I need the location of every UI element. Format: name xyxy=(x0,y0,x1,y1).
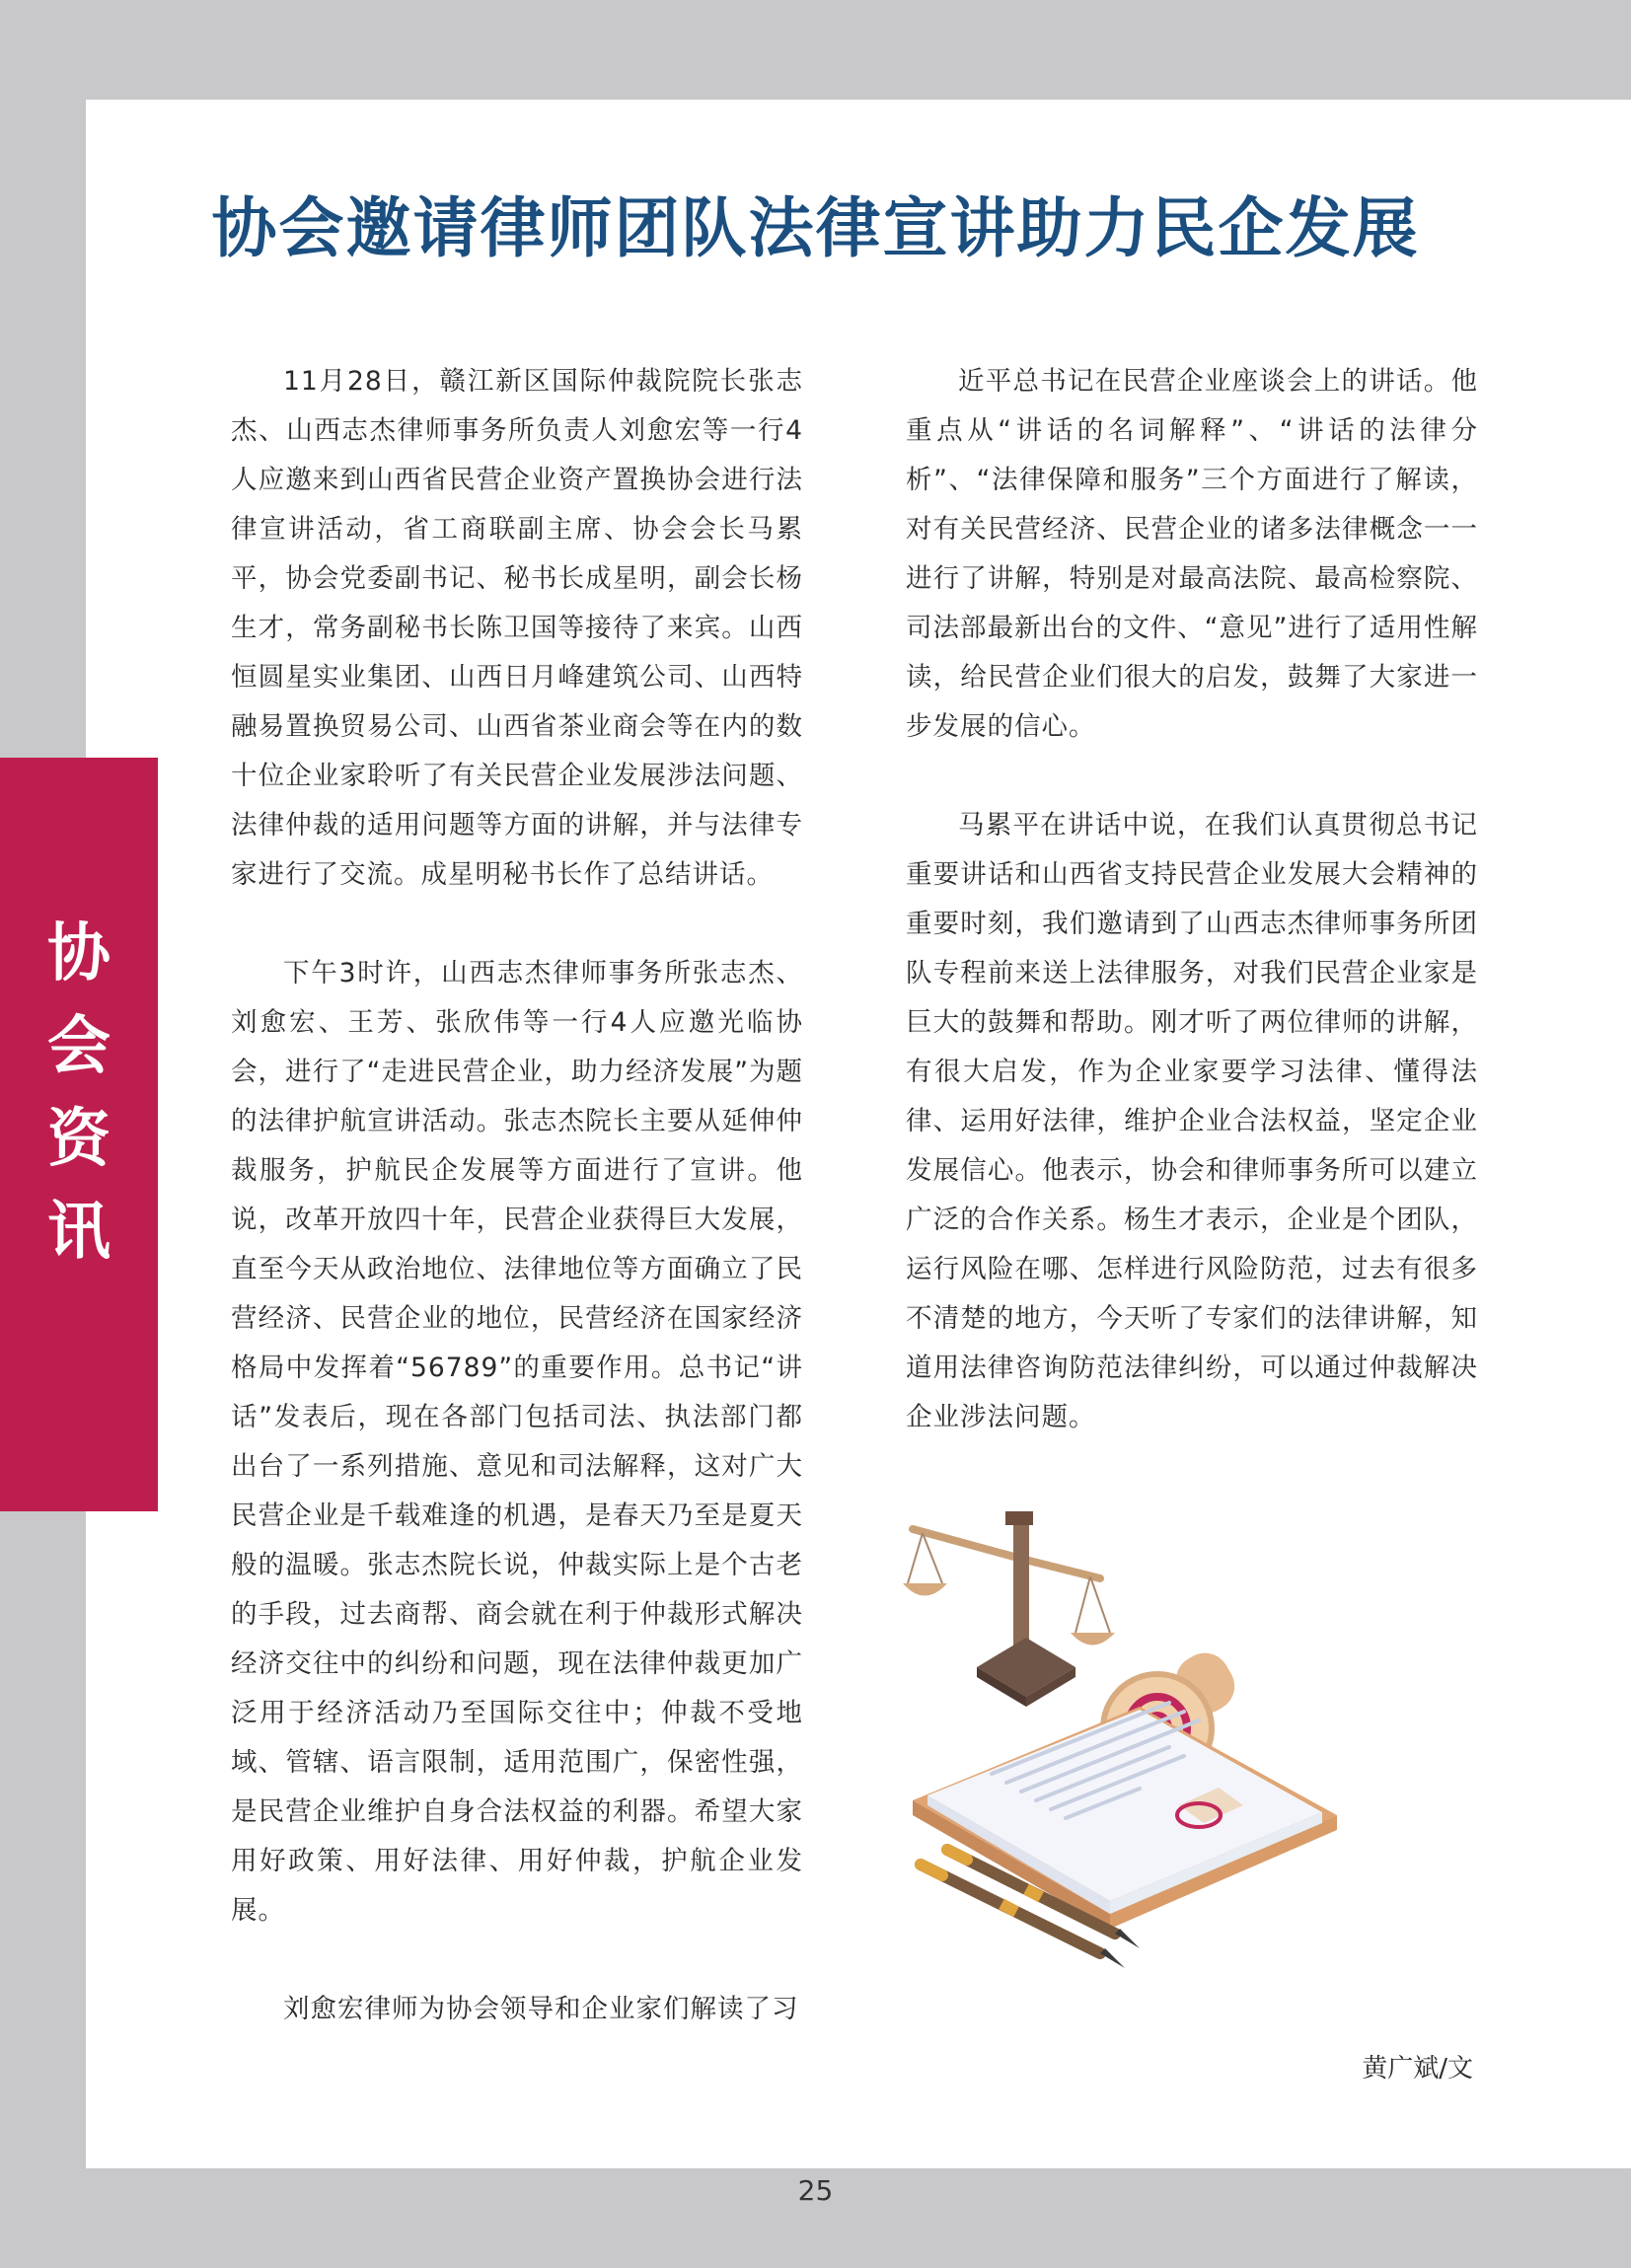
section-tab-char: 协 xyxy=(47,917,111,990)
paragraph: 近平总书记在民营企业座谈会上的讲话。他重点从“讲话的名词解释”、“讲话的法律分析”、“法律保障和服务”三个方面进行了解读，对有关民营经济、民营企业的诸多法律概念一一进行了讲解，特别是对最高法院、最高检察院、司法部最新出台的文件、“意见”进行了适用性解读，给民营企业们很大的启发，鼓舞了大家进一步发展的信心。 xyxy=(906,366,1478,742)
section-tab-char: 会 xyxy=(47,1010,111,1083)
section-tab xyxy=(0,758,158,1511)
paragraph: 马累平在讲话中说，在我们认真贯彻总书记重要讲话和山西省支持民营企业发展大会精神的重要时刻，我们邀请到了山西志杰律师事务所团队专程前来送上法律服务，对我们民营企业家是巨大的鼓舞和帮助。刚才听了两位律师的讲解，有很大启发，作为企业家要学习法律、懂得法律、运用好法律，维护企业合法权益，坚定企业发展信心。他表示，协会和律师事务所可以建立广泛的合作关系。杨生才表示，企业是个团队，运行风险在哪、怎样进行风险防范，过去有很多不清楚的地方，今天听了专家们的法律讲解，知道用法律咨询防范法律纠纷，可以通过仲裁解决企业涉法问题。 xyxy=(906,810,1478,1432)
paragraph: 刘愈宏律师为协会领导和企业家们解读了习 xyxy=(283,1994,799,2024)
section-tab-label xyxy=(0,917,158,1269)
paragraph: 下午3时许，山西志杰律师事务所张志杰、刘愈宏、王芳、张欣伟等一行4人应邀光临协会，进行了“走进民营企业，助力经济发展”为题的法律护航宣讲活动。张志杰院长主要从延伸仲裁服务，护航民企发展等方面进行了宣讲。他说，改革开放四十年，民营企业获得巨大发展，直至今天从政治地位、法律地位等方面确立了民营经济、民营企业的地位，民营经济在国家经济格局中发挥着“56789”的重要作用。总书记“讲话”发表后，现在各部门包括司法、执法部门都出台了一系列措施、意见和司法解释，这对广大民营企业是千载难逢的机遇，是春天乃至是夏天般的温暖。张志杰院长说，仲裁实际上是个古老的手段，过去商帮、商会就在利于仲裁形式解决经济交往中的纠纷和问题，现在法律仲裁更加广泛用于经济活动乃至国际交往中；仲裁不受地域、管辖、语言限制，适用范围广，保密性强，是民营企业维护自身合法权益的利器。希望大家用好政策、用好法律、用好仲裁，护航企业发展。 xyxy=(231,958,803,1926)
paragraph: 11月28日，赣江新区国际仲裁院院长张志杰、山西志杰律师事务所负责人刘愈宏等一行4人应邀来到山西省民营企业资产置换协会进行法律宣讲活动，省工商联副主席、协会会长马累平，协会党委副书记、秘书长成星明，副会长杨生才，常务副秘书长陈卫国等接待了来宾。山西恒圆星实业集团、山西日月峰建筑公司、山西特融易置换贸易公司、山西省茶业商会等在内的数十位企业家聆听了有关民营企业发展涉法问题、法律仲裁的适用问题等方面的讲解，并与法律专家进行了交流。成星明秘书长作了总结讲话。 xyxy=(231,366,803,890)
author-byline: 黄广斌/文 xyxy=(1362,2054,1473,2084)
scales-icon xyxy=(903,1511,1115,1707)
page-number: 25 xyxy=(0,2168,1631,2268)
right-column xyxy=(906,357,1478,1442)
left-column xyxy=(231,357,803,2034)
section-tab-char: 讯 xyxy=(47,1196,111,1269)
article-title: 协会邀请律师团队法律宣讲助力民企发展 xyxy=(211,190,1420,266)
section-tab-char: 资 xyxy=(47,1103,111,1176)
law-illustration xyxy=(903,1509,1485,2003)
